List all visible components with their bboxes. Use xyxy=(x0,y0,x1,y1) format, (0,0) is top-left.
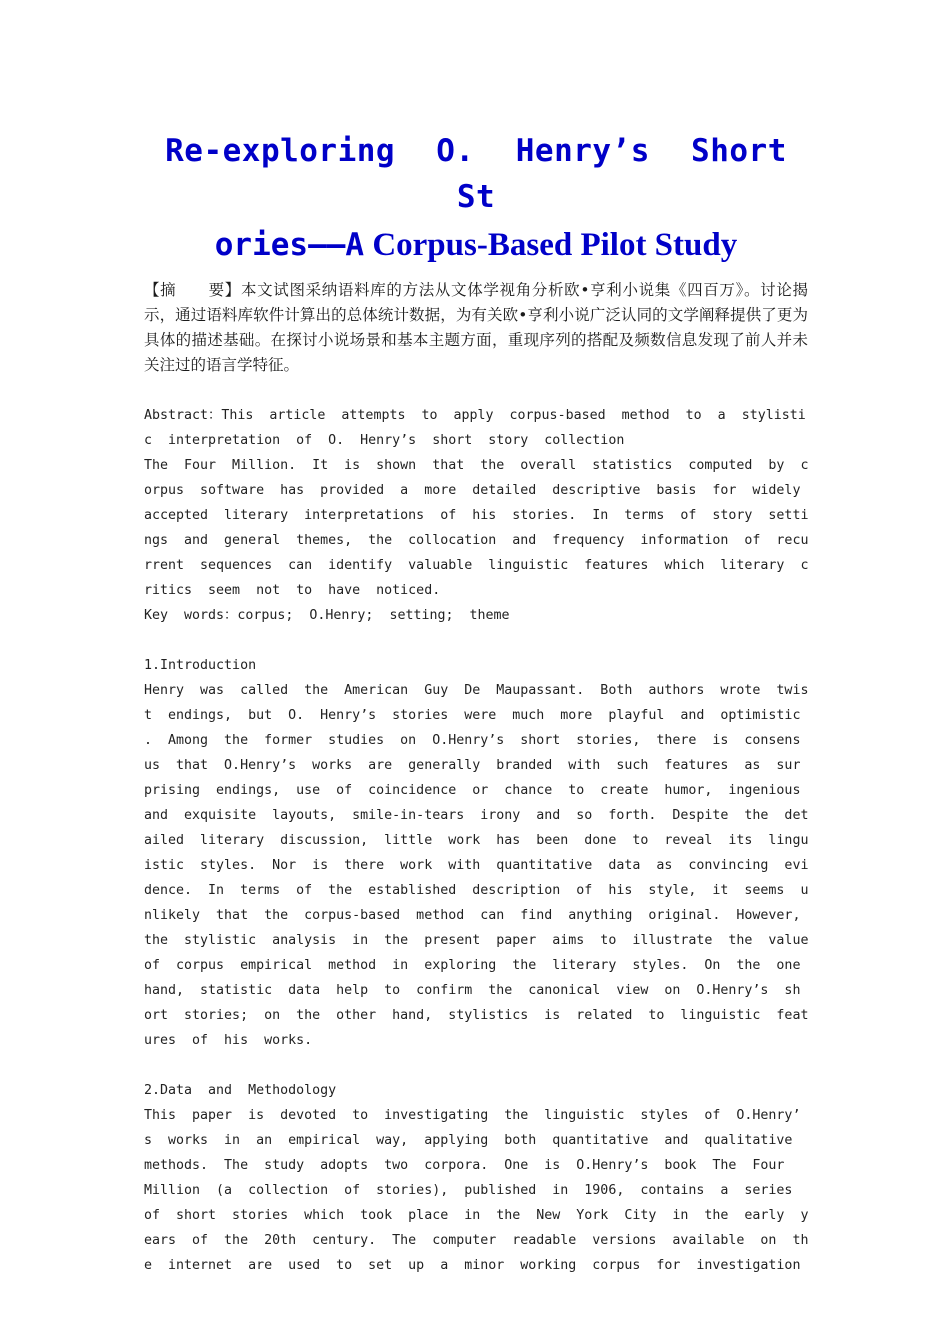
body-line: prising endings, use of coincidence or chance to create humor, ingenious xyxy=(144,783,801,798)
abstract-line: accepted literary interpretations of his stories. In terms of story setti xyxy=(144,508,809,523)
abstract-line: c interpretation of O. Henry’s short story collection xyxy=(144,433,625,448)
chinese-abstract: 【摘 要】本文试图采纳语料库的方法从文体学视角分析欧•亨利小说集《四百万》。讨论揭示，通过语料库软件计算出的总体统计数据，为有关欧•亨利小说广泛认同的文学阐释提供了更为具体的描述基础。在探讨小说场景和基本主题方面，重现序列的搭配及频数信息发现了前人并未关注过的语言学特征。 xyxy=(144,281,808,374)
abstract-line: The Four Million. It is shown that the overall statistics computed by c xyxy=(144,458,809,473)
body-line: hand, statistic data help to confirm the canonical view on O.Henry’s sh xyxy=(144,983,801,998)
body-line: This paper is devoted to investigating the linguistic styles of O.Henry’ xyxy=(144,1108,801,1123)
body-line: Million (a collection of stories), published in 1906, contains a series xyxy=(144,1183,793,1198)
abstract-line: rrent sequences can identify valuable linguistic features which literary c xyxy=(144,558,809,573)
body-line: ures of his works. xyxy=(144,1033,313,1048)
body-line: of corpus empirical method in exploring the literary styles. On the one xyxy=(144,958,801,973)
english-abstract xyxy=(144,403,808,628)
body-line: and exquisite layouts, smile-in-tears irony and so forth. Despite the det xyxy=(144,808,809,823)
body-line: methods. The study adopts two corpora. One is O.Henry’s book The Four xyxy=(144,1158,785,1173)
abstract-line: orpus software has provided a more detailed descriptive basis for widely xyxy=(144,483,801,498)
body-line: ailed literary discussion, little work has been done to reveal its lingu xyxy=(144,833,809,848)
body-line: of short stories which took place in the New York City in the early y xyxy=(144,1208,809,1223)
section-heading: 1.Introduction xyxy=(144,658,257,673)
body-line: nlikely that the corpus-based method can find anything original. However, xyxy=(144,908,801,923)
body-line: s works in an empirical way, applying both quantitative and qualitative xyxy=(144,1133,793,1148)
paper-title xyxy=(144,128,808,270)
document-page xyxy=(144,128,808,1278)
body-line: t endings, but O. Henry’s stories were much more playful and optimistic xyxy=(144,708,801,723)
section-introduction xyxy=(144,653,808,1053)
body-line: . Among the former studies on O.Henry’s short stories, there is consens xyxy=(144,733,801,748)
body-line: ort stories; on the other hand, stylistics is related to linguistic feat xyxy=(144,1008,809,1023)
keywords-line: Key words：corpus; O.Henry; setting; theme xyxy=(144,608,510,623)
body-line: dence. In terms of the established description of his style, it seems u xyxy=(144,883,809,898)
body-line: Henry was called the American Guy De Maupassant. Both authors wrote twis xyxy=(144,683,809,698)
body-line: istic styles. Nor is there work with quantitative data as convincing evi xyxy=(144,858,809,873)
body-line: the stylistic analysis in the present paper aims to illustrate the value xyxy=(144,933,809,948)
title-line-2-serif: Corpus-Based Pilot Study xyxy=(364,227,738,263)
section-data-methodology xyxy=(144,1078,808,1278)
abstract-line: ritics seem not to have noticed. xyxy=(144,583,441,598)
title-line-2-mono: ories——A xyxy=(214,227,365,263)
body-line: ears of the 20th century. The computer readable versions available on th xyxy=(144,1233,809,1248)
abstract-line: Abstract：This article attempts to apply corpus-based method to a stylisti xyxy=(144,408,806,423)
section-heading: 2.Data and Methodology xyxy=(144,1083,337,1098)
title-line-2 xyxy=(144,220,808,270)
title-line-1: Re-exploring O. Henry’s Short St xyxy=(165,133,787,215)
abstract-line: ngs and general themes, the collocation and frequency information of recu xyxy=(144,533,809,548)
body-line: e internet are used to set up a minor working corpus for investigation xyxy=(144,1258,801,1273)
body-line: us that O.Henry’s works are generally branded with such features as sur xyxy=(144,758,801,773)
